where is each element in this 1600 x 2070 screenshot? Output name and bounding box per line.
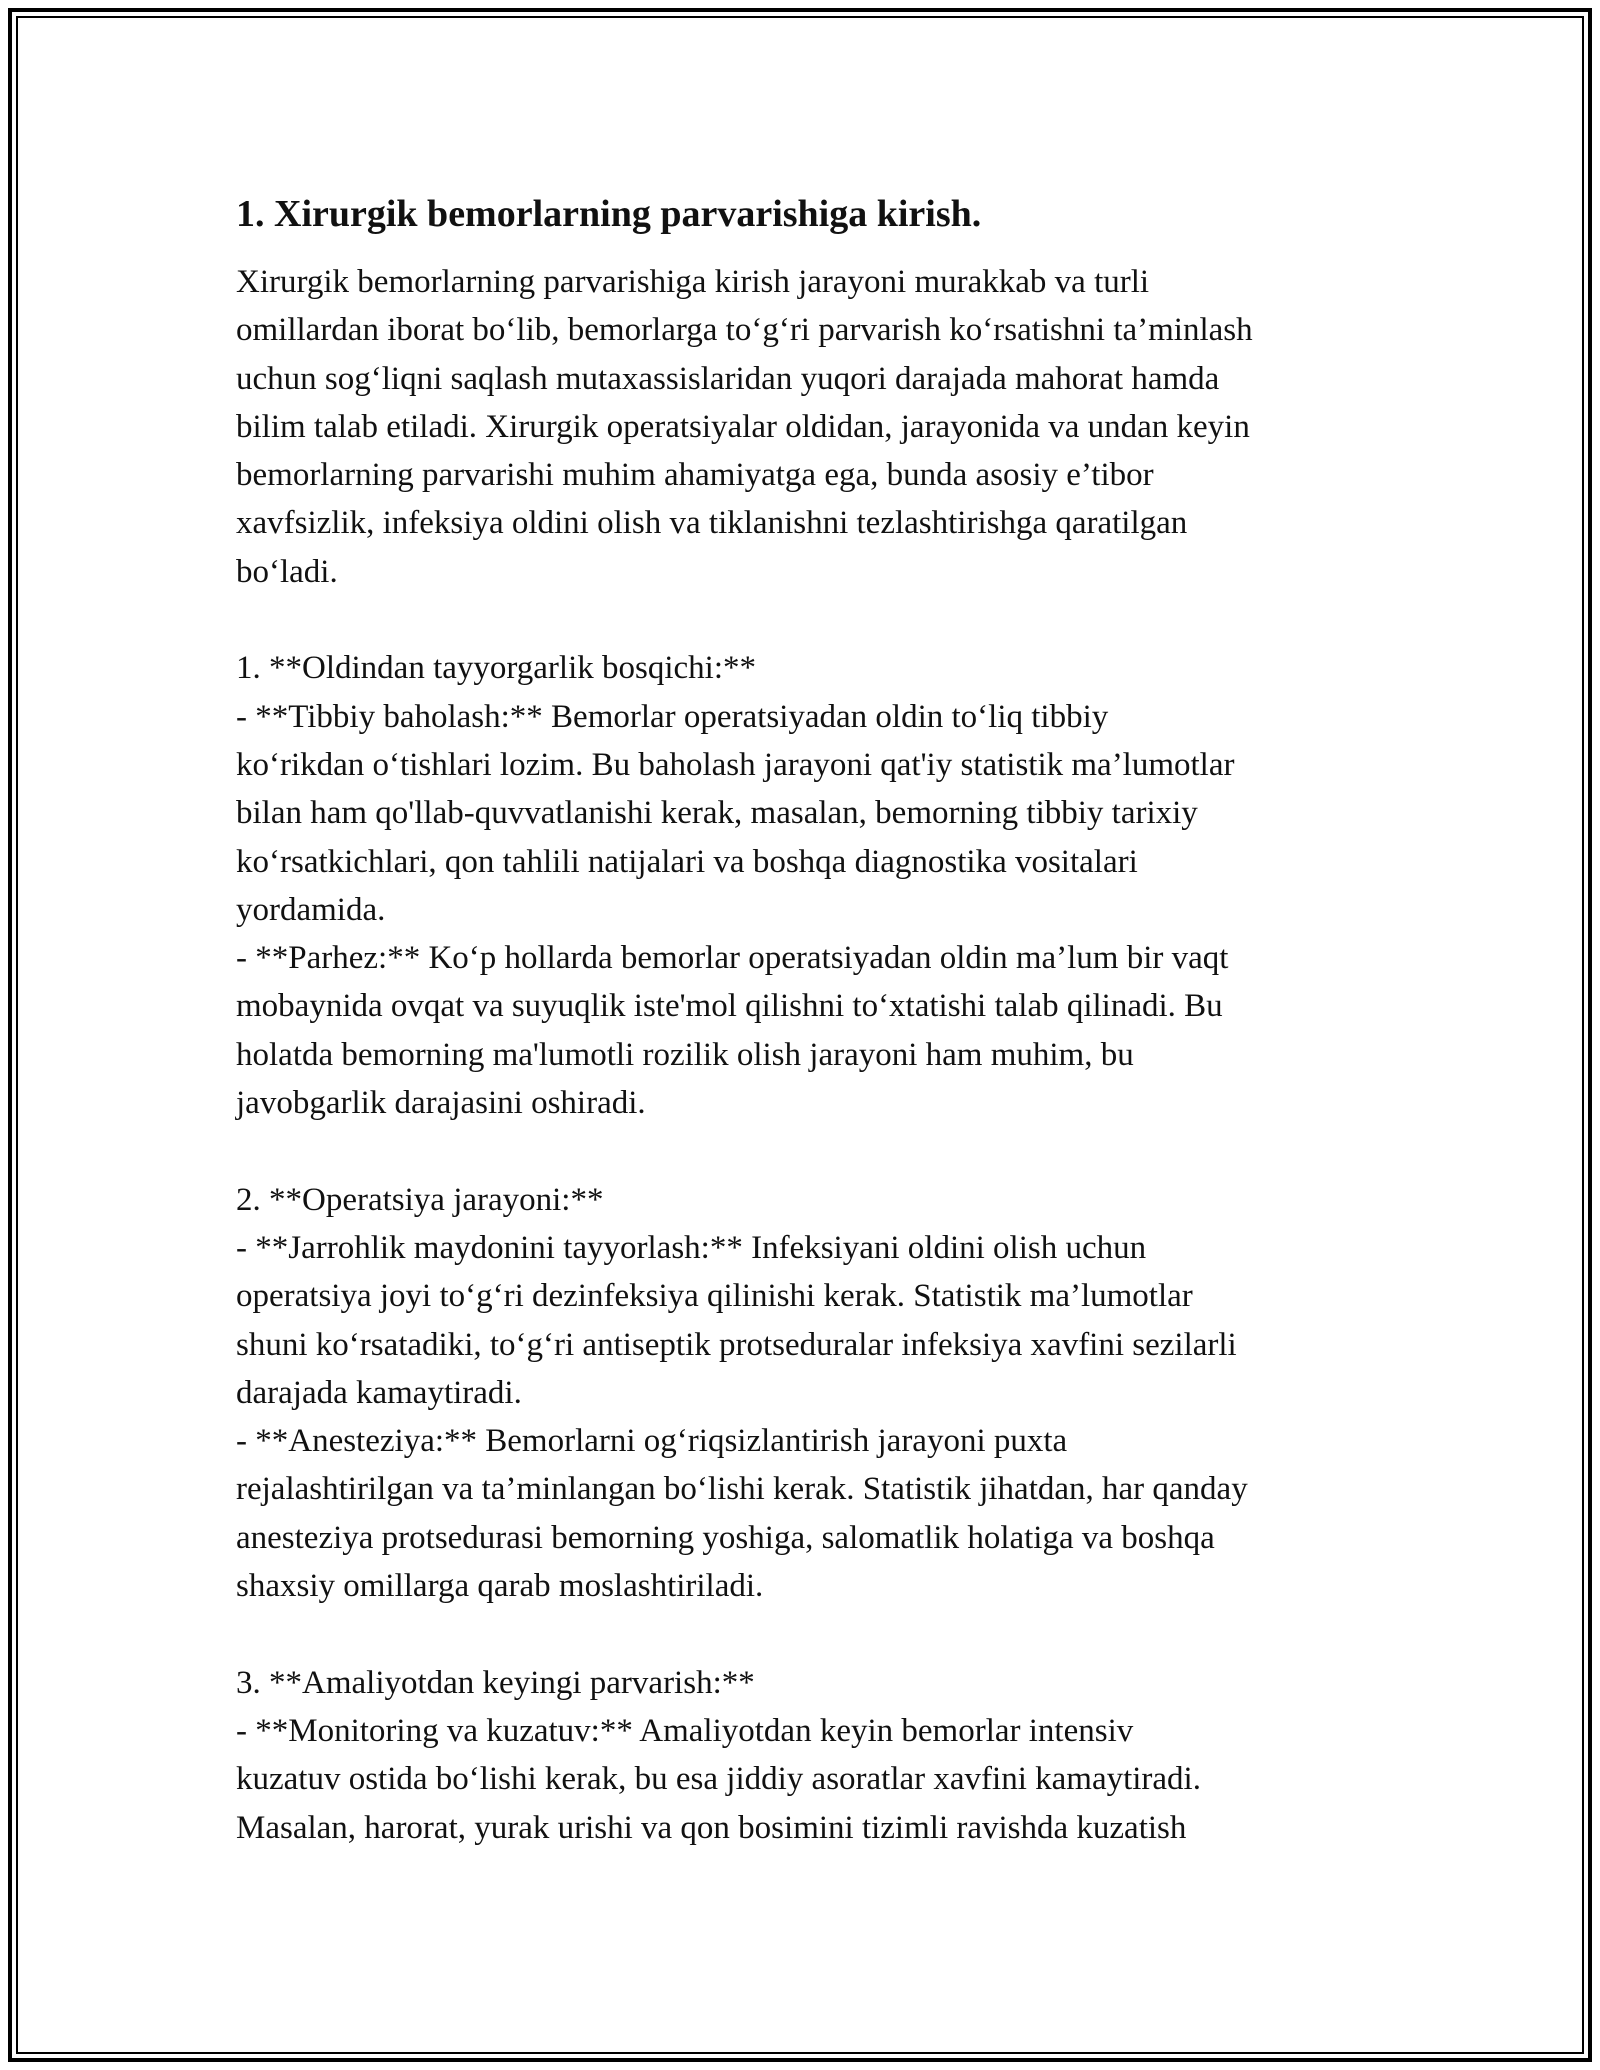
section-title: 1. Xirurgik bemorlarning parvarishiga kirish. <box>236 193 982 235</box>
section-postop-care: 3. **Amaliyotdan keyingi parvarish:** - **Monitoring va kuzatuv:** Amaliyotdan keyin bemorlar intensiv kuzatuv ostida bo‘lishi kerak, bu esa jiddiy asoratlar xavfini kamaytiradi. Masalan, harorat, yurak urishi va qon bosimini tizimli ravishda kuzatish <box>236 1664 1201 1846</box>
document-body <box>236 186 1376 1852</box>
paragraph-gap <box>236 1127 1376 1175</box>
intro-paragraph: Xirurgik bemorlarning parvarishiga kirish jarayoni murakkab va turli omillardan iborat bo‘lib, bemorlarga to‘g‘ri parvarish ko‘rsatishni ta’minlash uchun sog‘liqni saqlash mutaxassislaridan yuqori darajada mahorat hamda bilim talab etiladi. Xirurgik operatsiyalar oldidan, jarayonida va undan keyin bemorlarning parvarishi muhim ahamiyatga ega, bunda asosiy e’tibor xavfsizlik, infeksiya oldini olish va tiklanishni tezlashtirishga qaratilgan bo‘ladi. <box>236 264 1253 590</box>
section-operation: 2. **Operatsiya jarayoni:** - **Jarrohlik maydonini tayyorlash:** Infeksiyani oldini olish uchun operatsiya joyi to‘g‘ri dezinfeksiya qilinishi kerak. Statistik ma’lumotlar shuni ko‘rsatadiki, to‘g‘ri antiseptik protseduralar infeksiya xavfini sezilarli darajada kamaytiradi. - **Anesteziya:** Bemorlarni og‘riqsizlantirish jarayoni puxta rejalashtirilgan va ta’minlangan bo‘lishi kerak. Statistik jihatdan, har qanday anesteziya protsedurasi bemorning yoshiga, salomatlik holatiga va boshqa shaxsiy omillarga qarab moslashtiriladi. <box>236 1181 1248 1605</box>
paragraph-gap <box>236 1610 1376 1658</box>
section-preparation: 1. **Oldindan tayyorgarlik bosqichi:** - **Tibbiy baholash:** Bemorlar operatsiyadan oldin to‘liq tibbiy ko‘rikdan o‘tishlari lozim. Bu baholash jarayoni qat'iy statistik ma’lumotlar bilan ham qo'llab-quvvatlanishi kerak, masalan, bemorning tibbiy tarixiy ko‘rsatkichlari, qon tahlili natijalari va boshqa diagnostika vositalari yordamida. - **Parhez:** Ko‘p hollarda bemorlar operatsiyadan oldin ma’lum bir vaqt mobaynida ovqat va suyuqlik iste'mol qilishni to‘xtatishi talab qilinadi. Bu holatda bemorning ma'lumotli rozilik olish jarayoni ham muhim, bu javobgarlik darajasini oshiradi. <box>236 650 1235 1122</box>
paragraph-gap <box>236 596 1376 644</box>
